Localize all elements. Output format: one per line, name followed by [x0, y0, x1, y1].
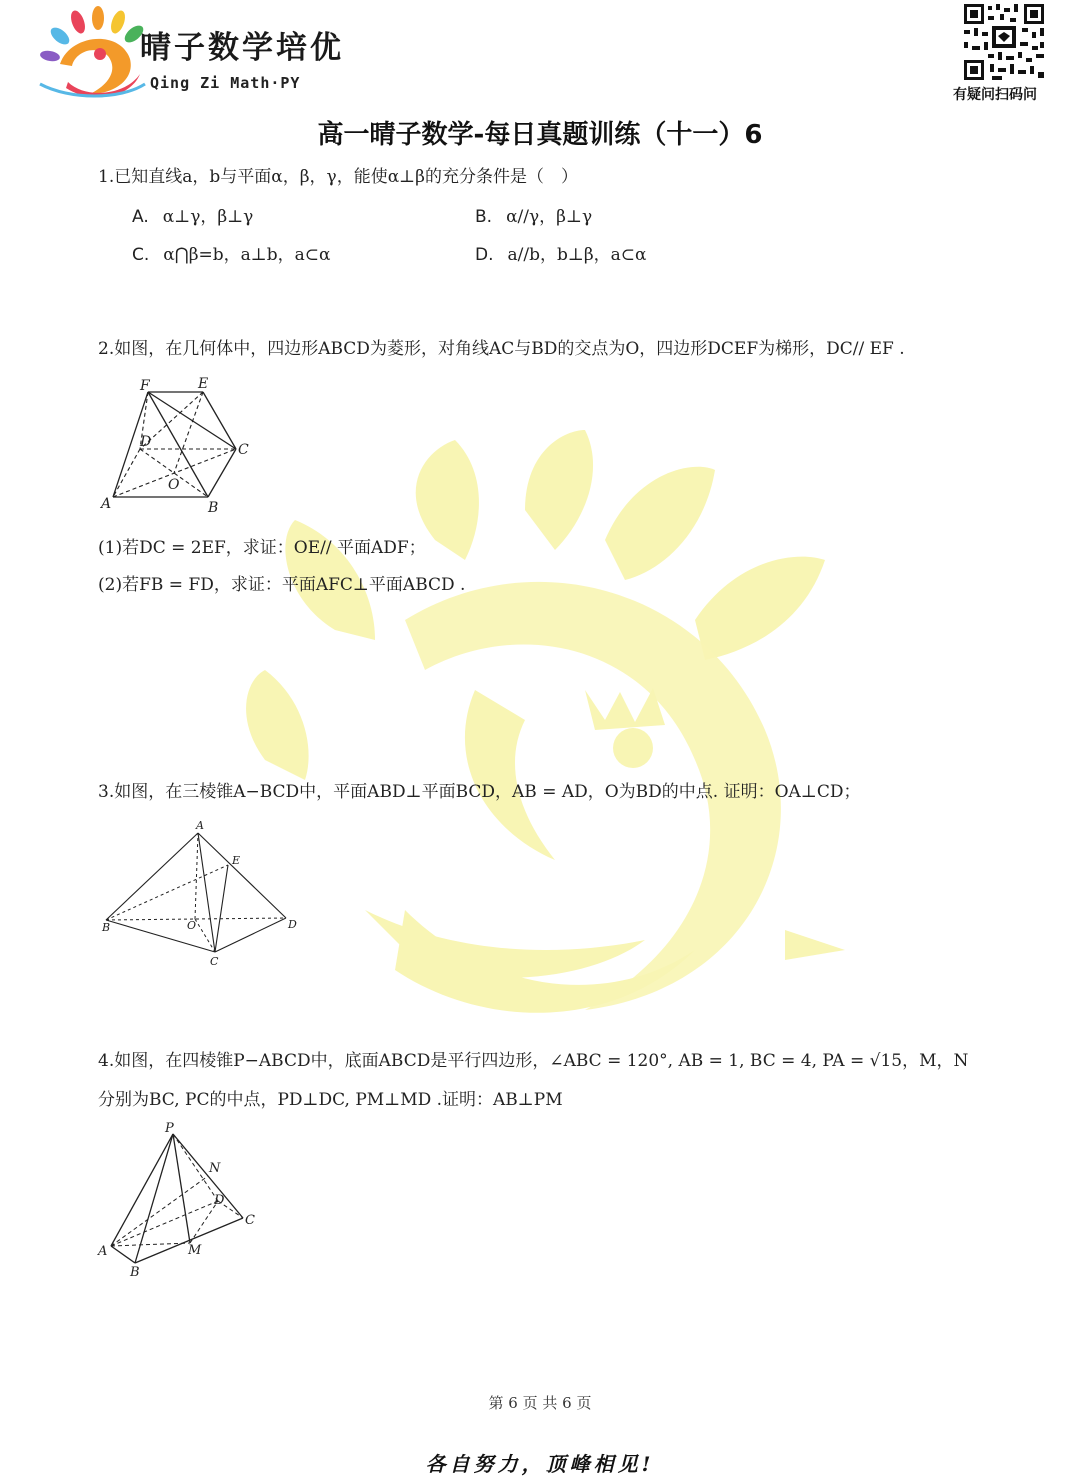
- question-4-stem-line-1: 4.如图，在四棱锥P−ABCD中，底面ABCD是平行四边形，∠ABC = 120°, AB = 1, BC = 4, PA = √15，M，N: [98, 1051, 969, 1071]
- label-a: A: [101, 496, 112, 512]
- label-m: M: [188, 1243, 202, 1258]
- q1-option-a[interactable]: [132, 202, 253, 227]
- footer-motto: 各自努力，顶峰相见!: [425, 1452, 655, 1476]
- label-b: B: [130, 1265, 140, 1280]
- label-d: D: [214, 1193, 225, 1208]
- label-a: A: [196, 819, 204, 832]
- page-title: 高一晴子数学-每日真题训练（十一）6: [317, 120, 763, 150]
- label-e: E: [232, 854, 241, 867]
- label-n: N: [209, 1161, 221, 1176]
- label-o: O: [187, 919, 197, 932]
- label-b: B: [208, 500, 219, 516]
- option-text: α⋂β=b，a⊥b，a⊂α: [163, 245, 331, 265]
- qr-caption: 有疑问扫码问: [953, 87, 1037, 103]
- page-number: 第 6 页 共 6 页: [488, 1394, 592, 1412]
- label-d: D: [140, 434, 152, 450]
- question-4-stem-line-2: 分别为BC, PC的中点，PD⊥DC, PM⊥MD .证明：AB⊥PM: [98, 1090, 563, 1110]
- option-letter: D.: [475, 245, 494, 265]
- q3-figure: [98, 815, 303, 970]
- q1-option-b[interactable]: [475, 202, 592, 227]
- question-3-stem: 3.如图，在三棱锥A−BCD中，平面ABD⊥平面BCD，AB = AD，O为BD的中点. 证明：OA⊥CD；: [98, 782, 861, 802]
- label-a: A: [98, 1244, 108, 1259]
- label-c: C: [238, 442, 249, 458]
- option-letter: B.: [475, 207, 493, 227]
- option-letter: C.: [132, 245, 150, 265]
- qr-code-icon[interactable]: [962, 2, 1046, 82]
- brand-name-en: Qing Zi Math·PY: [150, 74, 301, 92]
- label-e: E: [198, 376, 209, 392]
- watermark-logo: [225, 430, 865, 1030]
- question-2-part-1: (1)若DC = 2EF，求证：OE// 平面ADF；: [98, 538, 426, 558]
- option-text: a//b，b⊥β，a⊂α: [507, 245, 647, 265]
- label-c: C: [245, 1213, 255, 1228]
- q4-figure: [95, 1118, 265, 1283]
- label-f: F: [140, 378, 150, 394]
- label-d: D: [288, 918, 297, 931]
- label-b: B: [102, 921, 111, 934]
- q1-option-d[interactable]: [475, 240, 647, 265]
- question-2-part-2: (2)若FB = FD，求证：平面AFC⊥平面ABCD .: [98, 575, 466, 595]
- label-c: C: [210, 955, 219, 968]
- option-letter: A.: [132, 207, 149, 227]
- option-text: α⊥γ，β⊥γ: [162, 207, 254, 227]
- brand-name-cn: 晴子数学培优: [140, 30, 344, 66]
- option-text: α//γ，β⊥γ: [506, 207, 593, 227]
- question-2-stem: 2.如图，在几何体中，四边形ABCD为菱形，对角线AC与BD的交点为O，四边形DCEF为梯形，DC// EF .: [98, 339, 905, 359]
- q2-figure: [98, 372, 258, 517]
- label-o: O: [168, 477, 180, 493]
- question-1-stem: 1.已知直线a，b与平面α，β，γ，能使α⊥β的充分条件是（ ）: [98, 167, 578, 187]
- label-p: P: [165, 1121, 174, 1136]
- q1-option-c[interactable]: [132, 240, 331, 265]
